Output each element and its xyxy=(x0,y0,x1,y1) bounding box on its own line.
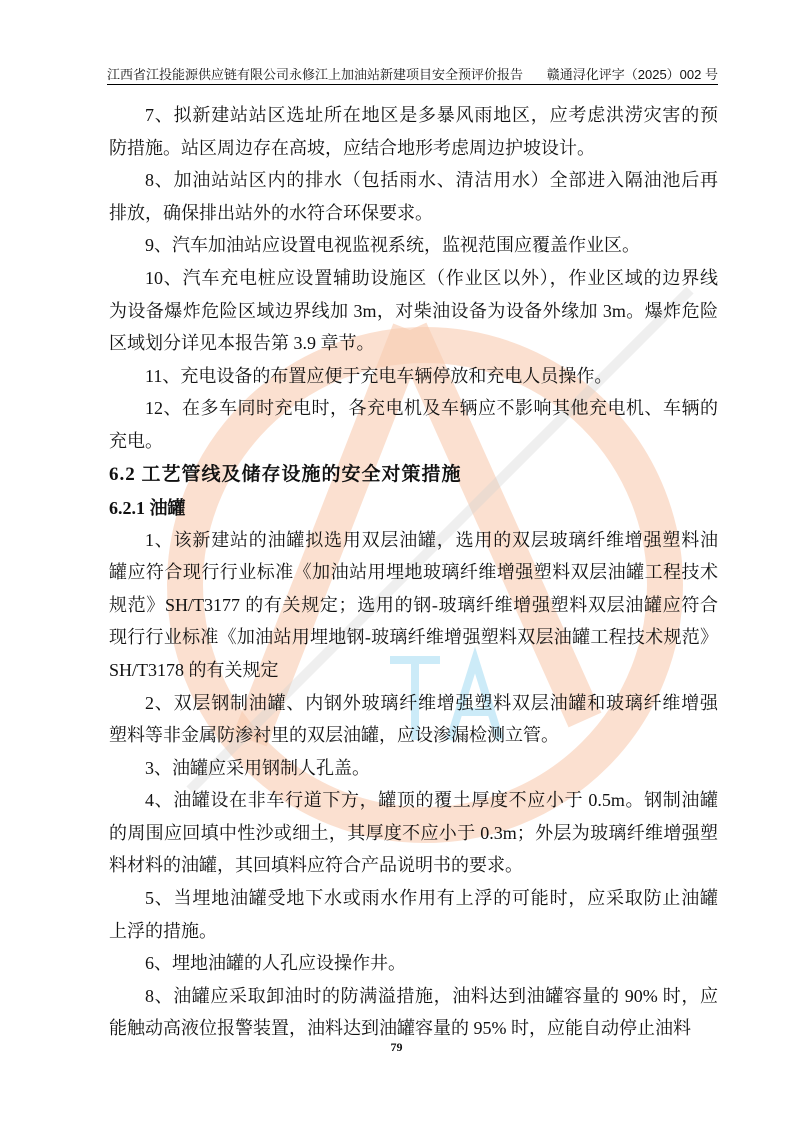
text-line: 现行行业标准《加油站用埋地钢-玻璃纤维增强塑料双层油罐工程技术规范》 xyxy=(109,627,718,648)
text-line: 塑料等非金属防渗衬里的双层油罐，应设渗漏检测立管。 xyxy=(109,725,559,746)
paragraph xyxy=(109,360,718,393)
text-line: 5、当埋地油罐受地下水或雨水作用有上浮的可能时，应采取防止油罐 xyxy=(145,888,718,909)
paragraph xyxy=(109,262,718,360)
paragraph xyxy=(109,784,718,882)
text-line: 11、充电设备的布置应便于充电车辆停放和充电人员操作。 xyxy=(145,365,613,386)
report-number: 赣通浔化评字（2025）002 号 xyxy=(546,67,718,82)
text-line: 3、油罐应采用钢制人孔盖。 xyxy=(145,757,370,778)
text-line: 上浮的措施。 xyxy=(109,920,217,941)
text-line: 9、汽车加油站应设置电视监视系统，监视范围应覆盖作业区。 xyxy=(145,235,640,256)
text-line: 充电。 xyxy=(109,430,163,451)
document-body xyxy=(109,99,718,1045)
text-line: 7、拟新建站站区选址所在地区是多暴风雨地区，应考虑洪涝灾害的预 xyxy=(145,105,718,125)
text-line: 区域划分详见本报告第 3.9 章节。 xyxy=(109,333,375,354)
text-line: 防措施。站区周边存在高坡，应结合地形考虑周边护坡设计。 xyxy=(109,137,595,158)
paragraph-group-tanks xyxy=(109,524,718,1046)
text-line: 10、汽车充电桩应设置辅助设施区（作业区以外），作业区域的边界线 xyxy=(145,267,718,288)
text-line: 1、该新建站的油罐拟选用双层油罐，选用的双层玻璃纤维增强塑料油 xyxy=(145,529,718,550)
text-line: 6、埋地油罐的人孔应设操作井。 xyxy=(145,953,406,974)
text-line: 料材料的油罐，其回填料应符合产品说明书的要求。 xyxy=(109,855,523,876)
paragraph xyxy=(109,947,718,980)
paragraph xyxy=(109,164,718,229)
section-heading: 6.2 工艺管线及储存设施的安全对策措施 xyxy=(109,463,462,485)
paragraph xyxy=(109,752,718,785)
text-line: 4、油罐设在非车行道下方，罐顶的覆土厚度不应小于 0.5m。钢制油罐 xyxy=(145,790,718,811)
text-line: 8、油罐应采取卸油时的防满溢措施，油料达到油罐容量的 90% 时，应 xyxy=(145,985,718,1006)
paragraph xyxy=(109,687,718,752)
paragraph xyxy=(109,392,718,457)
text-line: 的周围应回填中性沙或细土，其厚度不应小于 0.3m；外层为玻璃纤维增强塑 xyxy=(109,822,718,843)
text-line: 为设备爆炸危险区域边界线加 3m，对柴油设备为设备外缘加 3m。爆炸危险 xyxy=(109,300,718,321)
text-line: 8、加油站站区内的排水（包括雨水、清洁用水）全部进入隔油池后再 xyxy=(145,170,718,191)
text-line: 12、在多车同时充电时，各充电机及车辆应不影响其他充电机、车辆的 xyxy=(145,398,718,419)
subsection-heading: 6.2.1 油罐 xyxy=(109,497,186,518)
text-line: SH/T3178 的有关规定 xyxy=(109,659,279,680)
paragraph xyxy=(109,99,718,164)
paragraph xyxy=(109,980,718,1045)
paragraph xyxy=(109,229,718,262)
text-line: 罐应符合现行行业标准《加油站用埋地玻璃纤维增强塑料双层油罐工程技术 xyxy=(109,562,718,583)
text-line: 2、双层钢制油罐、内钢外玻璃纤维增强塑料双层油罐和玻璃纤维增强 xyxy=(145,692,718,713)
page-number: 79 xyxy=(390,1040,403,1054)
text-line: 规范》SH/T3177 的有关规定；选用的钢-玻璃纤维增强塑料双层油罐应符合 xyxy=(109,594,718,615)
paragraph xyxy=(109,882,718,947)
text-line: 排放，确保排出站外的水符合环保要求。 xyxy=(109,202,433,223)
text-line: 能触动高液位报警装置，油料达到油罐容量的 95% 时，应能自动停止油料 xyxy=(109,1018,691,1039)
paragraph-group-charging xyxy=(109,99,718,458)
paragraph xyxy=(109,524,718,687)
page-header xyxy=(107,64,718,85)
report-title: 江西省江投能源供应链有限公司永修江上加油站新建项目安全预评价报告 xyxy=(107,67,524,82)
